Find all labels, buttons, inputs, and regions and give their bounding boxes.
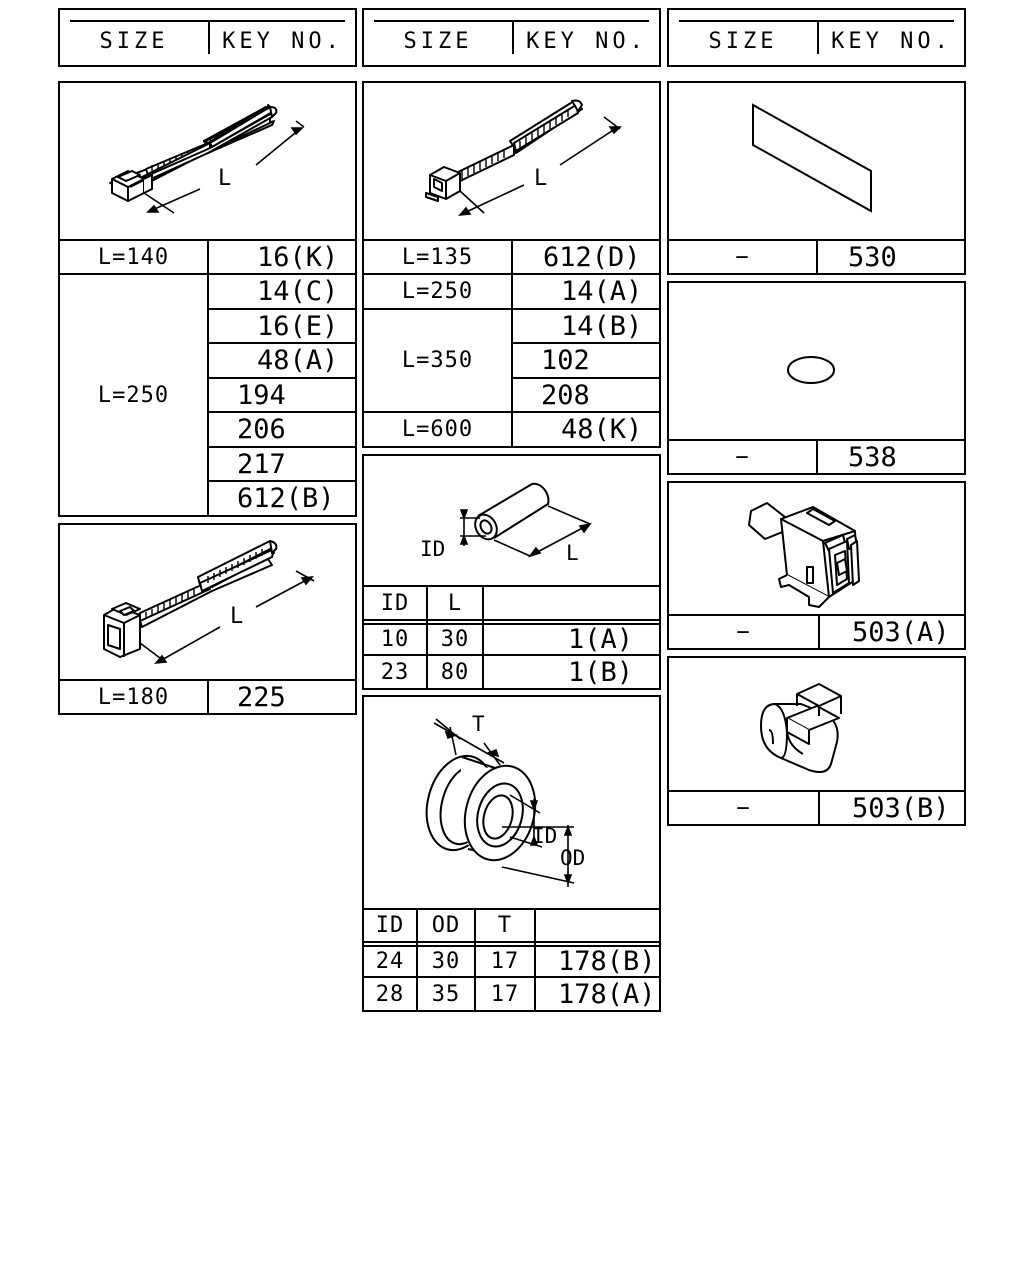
tube-panel	[362, 454, 661, 690]
cell: 10	[380, 627, 410, 652]
key-cell[interactable]: 503(A)	[852, 616, 950, 648]
key-cell[interactable]: 612(B)	[237, 483, 335, 514]
tie-length-label: L	[218, 166, 232, 191]
grommet-panel	[362, 695, 661, 1012]
key-cell[interactable]: 206	[237, 414, 286, 445]
plate-panel	[667, 81, 966, 275]
grommet-id-label: ID	[532, 824, 558, 848]
tube-length-label: L	[566, 541, 579, 565]
size-cell: L=250	[401, 279, 474, 304]
size-cell: −	[735, 244, 750, 270]
key-cell[interactable]: 16(E)	[257, 310, 339, 342]
size-cell: L=180	[97, 684, 170, 710]
key-cell[interactable]: 208	[541, 379, 590, 411]
tie-length-label: L	[534, 166, 548, 191]
cell: 30	[440, 627, 470, 652]
header-col2	[362, 8, 661, 67]
key-cell[interactable]: 217	[237, 448, 286, 480]
key-cell[interactable]: 14(A)	[561, 276, 643, 307]
size-cell: L=135	[401, 244, 474, 270]
size-cell: L=600	[401, 417, 474, 442]
size-cell: −	[736, 619, 751, 645]
cell: 35	[431, 981, 461, 1007]
key-cell[interactable]: 178(A)	[558, 978, 656, 1010]
col-header: ID	[375, 913, 405, 938]
connector-b-panel	[667, 656, 966, 826]
key-cell[interactable]: 225	[237, 681, 286, 713]
key-cell[interactable]: 1(B)	[568, 656, 634, 688]
key-cell[interactable]: 16(K)	[257, 241, 339, 273]
grommet-od-label: OD	[560, 846, 586, 870]
key-cell[interactable]: 48(K)	[561, 414, 643, 445]
col-header: OD	[431, 913, 461, 938]
tube-id-label: ID	[420, 537, 446, 561]
key-cell[interactable]: 178(B)	[558, 946, 656, 977]
header-col3	[667, 8, 966, 67]
oring-panel	[667, 281, 966, 475]
size-header: SIZE	[708, 28, 778, 54]
key-cell[interactable]: 14(B)	[561, 310, 643, 342]
key-cell[interactable]: 194	[237, 379, 286, 411]
key-header: KEY NO.	[222, 28, 343, 54]
key-cell[interactable]: 48(A)	[257, 345, 339, 376]
size-cell: −	[735, 444, 750, 470]
mount-tie-panel	[58, 523, 357, 715]
key-cell[interactable]: 102	[541, 345, 590, 376]
cable-tie-panel	[58, 81, 357, 517]
size-cell: L=140	[97, 244, 170, 270]
key-cell[interactable]: 14(C)	[257, 276, 339, 307]
cell: 80	[440, 659, 470, 685]
cell: 23	[380, 659, 410, 685]
cell: 30	[431, 949, 461, 974]
key-cell[interactable]: 538	[848, 441, 897, 473]
cell: 17	[490, 981, 520, 1007]
cell: 17	[490, 949, 520, 974]
header-col1	[58, 8, 357, 67]
col-header: L	[447, 590, 463, 616]
size-cell: L=250	[97, 382, 170, 408]
key-cell[interactable]: 612(D)	[543, 241, 641, 273]
key-header: KEY NO.	[526, 28, 647, 54]
cell: 28	[375, 981, 405, 1007]
key-header: KEY NO.	[831, 28, 952, 54]
size-cell: −	[736, 795, 751, 821]
col-header: ID	[380, 590, 410, 616]
size-header: SIZE	[99, 28, 169, 54]
grommet-thickness-label: T	[472, 712, 485, 736]
col-header: T	[497, 913, 513, 938]
key-cell[interactable]: 530	[848, 241, 897, 273]
key-cell[interactable]: 1(A)	[568, 624, 634, 655]
connector-a-panel	[667, 481, 966, 650]
cable-tie-panel-2	[362, 81, 661, 448]
key-cell[interactable]: 503(B)	[852, 792, 950, 824]
tie-length-label: L	[230, 604, 244, 629]
size-header: SIZE	[403, 28, 473, 54]
size-cell: L=350	[401, 348, 474, 373]
cell: 24	[375, 949, 405, 974]
